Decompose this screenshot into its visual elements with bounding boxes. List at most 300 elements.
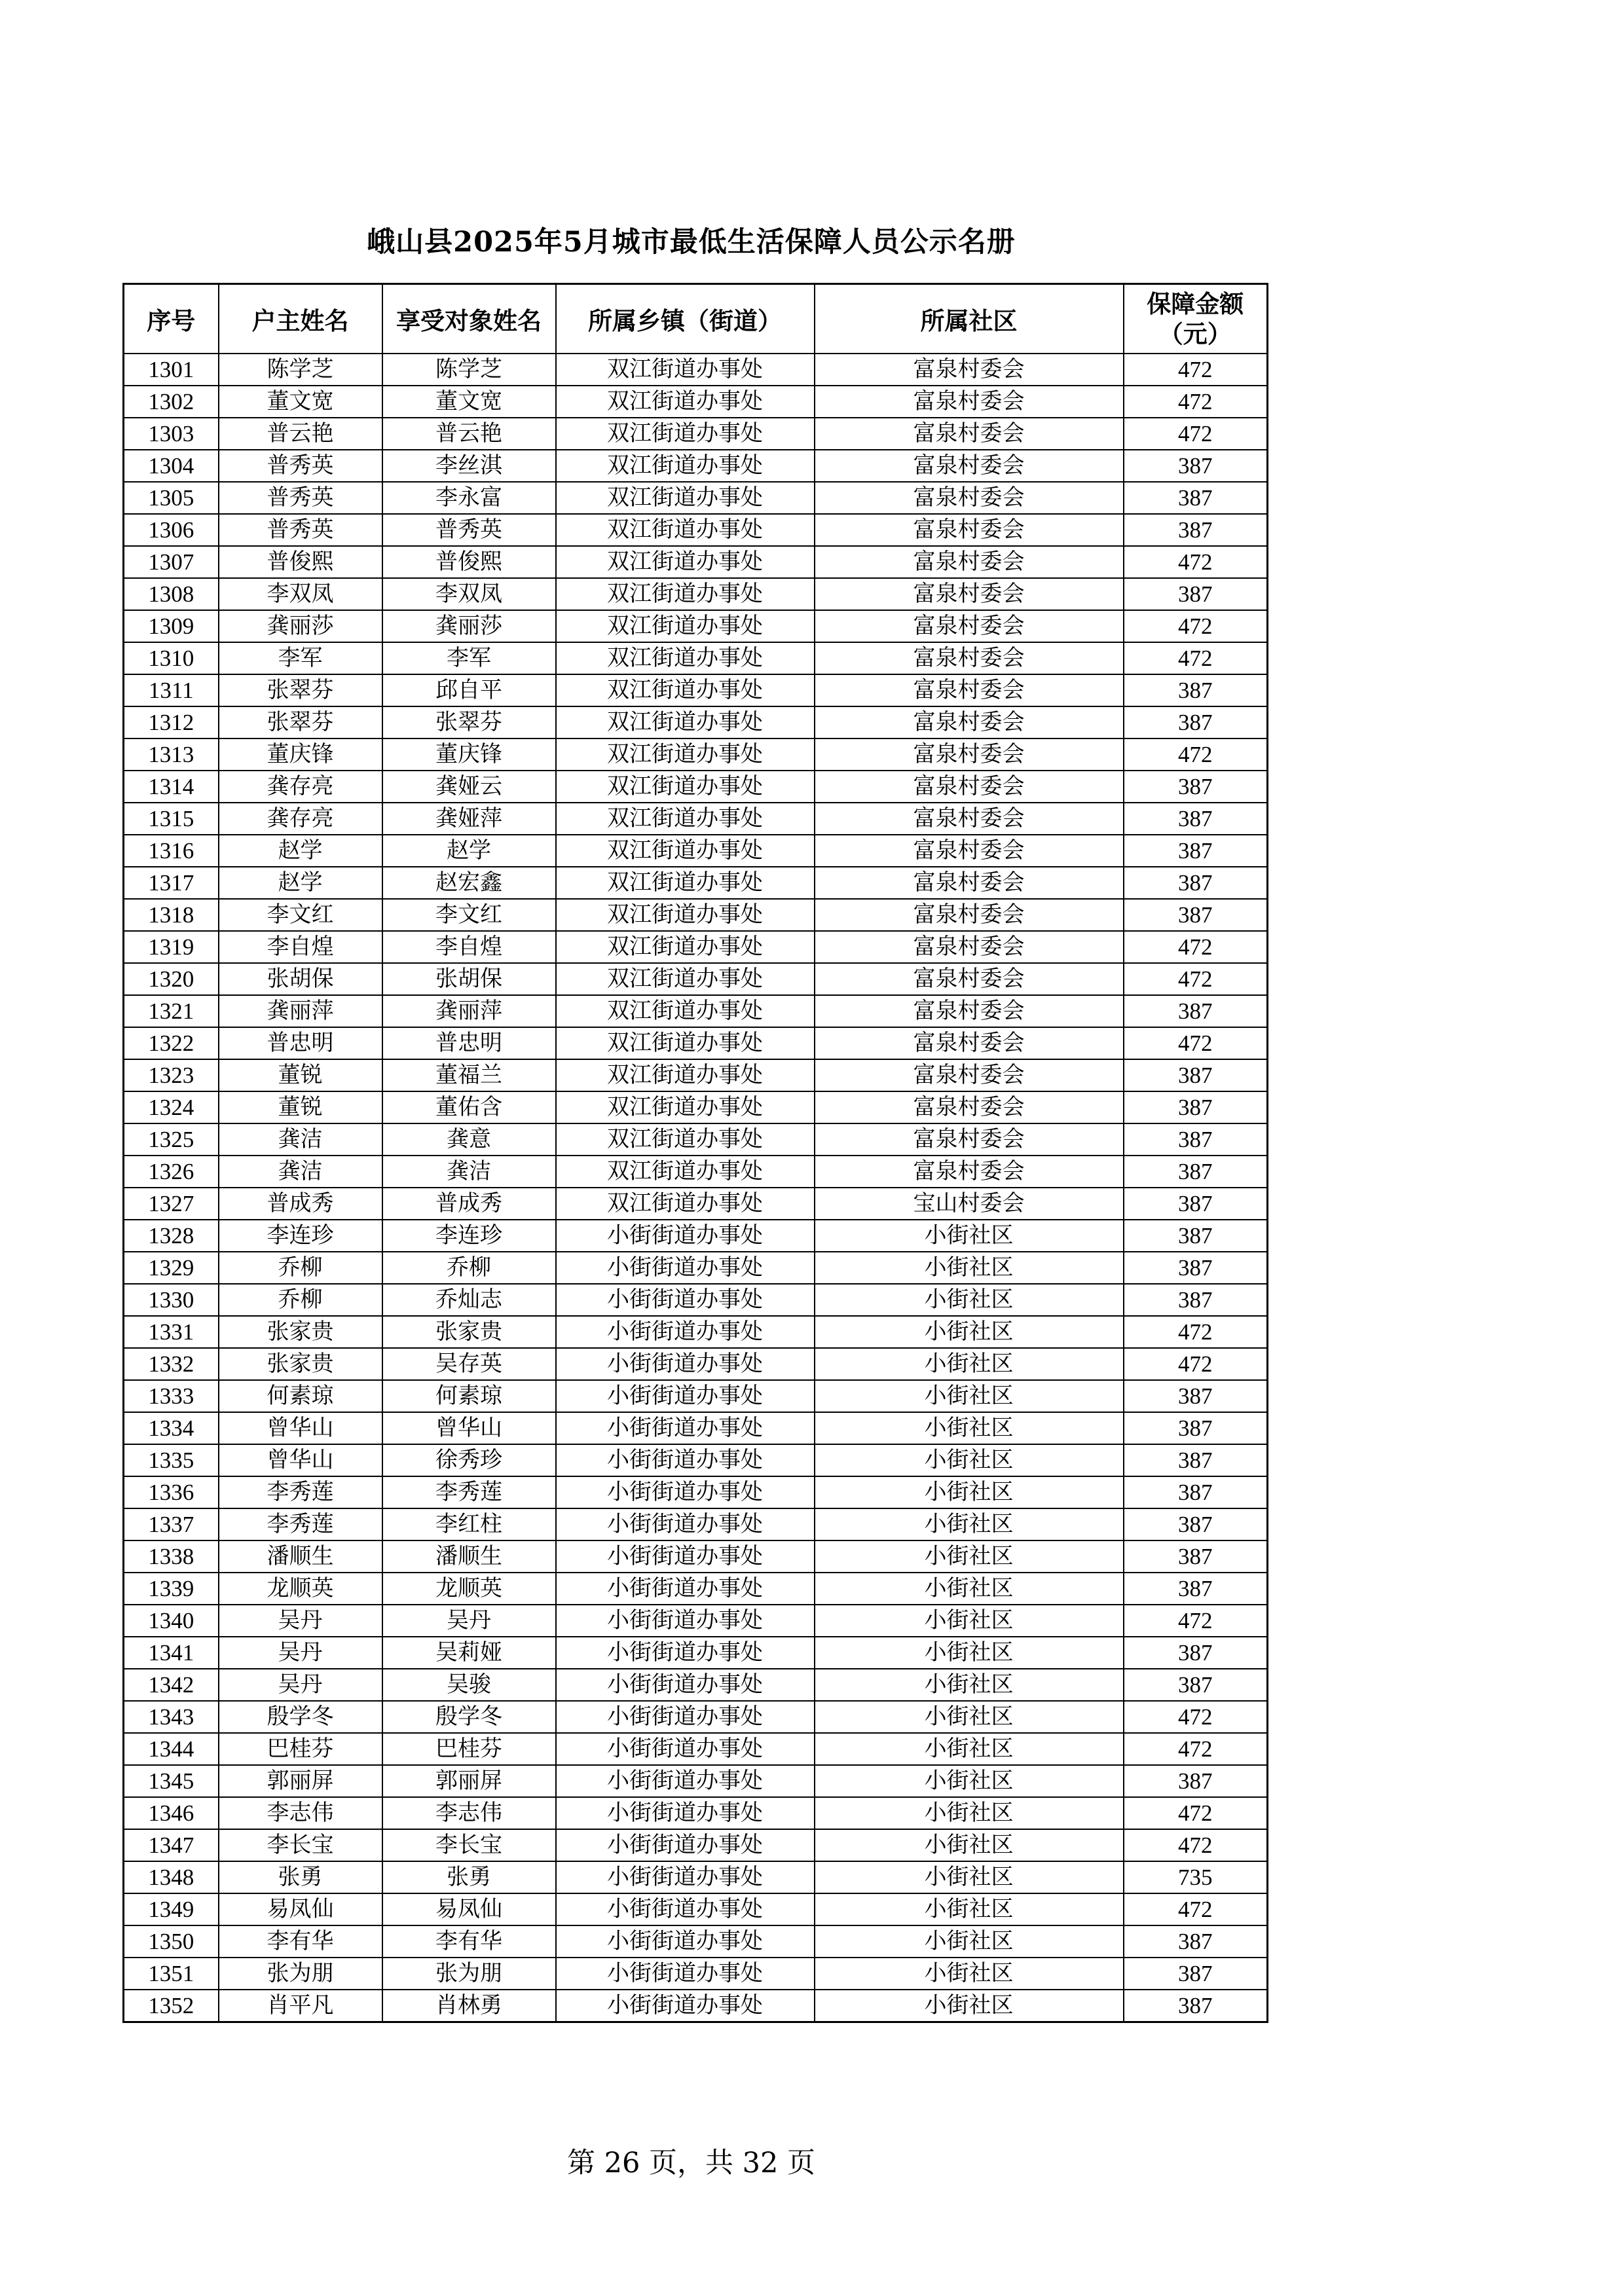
cell-community: 富泉村委会 [815,642,1124,674]
table-row [124,1156,1268,1188]
cell-beneficiary: 李永富 [382,482,556,514]
cell-seq: 1330 [124,1284,219,1316]
cell-seq: 1333 [124,1380,219,1412]
table-row [124,899,1268,931]
cell-amount: 387 [1124,1444,1268,1476]
cell-seq: 1340 [124,1605,219,1637]
cell-seq: 1312 [124,706,219,738]
cell-amount: 387 [1124,1188,1268,1220]
cell-householder: 吴丹 [219,1637,382,1669]
cell-householder: 赵学 [219,867,382,899]
cell-community: 富泉村委会 [815,706,1124,738]
cell-beneficiary: 陈学芝 [382,354,556,386]
cell-community: 富泉村委会 [815,450,1124,482]
cell-town: 小街街道办事处 [556,1861,815,1893]
table-row [124,835,1268,867]
cell-beneficiary: 龚意 [382,1123,556,1156]
table-row [124,642,1268,674]
cell-town: 小街街道办事处 [556,1380,815,1412]
cell-beneficiary: 张胡保 [382,963,556,995]
cell-town: 双江街道办事处 [556,867,815,899]
cell-householder: 易凤仙 [219,1893,382,1925]
cell-community: 富泉村委会 [815,578,1124,610]
table-row [124,1380,1268,1412]
cell-beneficiary: 肖林勇 [382,1990,556,2022]
cell-community: 富泉村委会 [815,963,1124,995]
cell-amount: 472 [1124,354,1268,386]
cell-community: 富泉村委会 [815,674,1124,706]
cell-householder: 乔柳 [219,1284,382,1316]
table-row [124,450,1268,482]
cell-beneficiary: 李双凤 [382,578,556,610]
cell-beneficiary: 乔柳 [382,1252,556,1284]
table-row [124,1508,1268,1540]
cell-town: 小街街道办事处 [556,1252,815,1284]
cell-town: 小街街道办事处 [556,1508,815,1540]
cell-seq: 1334 [124,1412,219,1444]
cell-beneficiary: 张为朋 [382,1958,556,1990]
cell-householder: 龙顺英 [219,1573,382,1605]
cell-seq: 1337 [124,1508,219,1540]
table-row [124,963,1268,995]
cell-beneficiary: 张翠芬 [382,706,556,738]
cell-community: 小街社区 [815,1829,1124,1861]
cell-community: 小街社区 [815,1637,1124,1669]
header-community: 所属社区 [815,284,1124,354]
cell-seq: 1304 [124,450,219,482]
cell-amount: 472 [1124,1027,1268,1059]
cell-householder: 普云艳 [219,418,382,450]
cell-beneficiary: 张家贵 [382,1316,556,1348]
cell-householder: 李连珍 [219,1220,382,1252]
cell-town: 双江街道办事处 [556,931,815,963]
cell-community: 富泉村委会 [815,931,1124,963]
table-row [124,610,1268,642]
cell-community: 富泉村委会 [815,1091,1124,1123]
table-body [124,354,1268,2022]
table-row [124,1893,1268,1925]
cell-community: 小街社区 [815,1605,1124,1637]
table-row [124,1797,1268,1829]
table-row [124,1412,1268,1444]
cell-amount: 472 [1124,1348,1268,1380]
cell-community: 小街社区 [815,1573,1124,1605]
cell-community: 小街社区 [815,1958,1124,1990]
cell-town: 双江街道办事处 [556,1059,815,1091]
cell-community: 富泉村委会 [815,1156,1124,1188]
cell-beneficiary: 吴存英 [382,1348,556,1380]
cell-seq: 1320 [124,963,219,995]
cell-town: 双江街道办事处 [556,835,815,867]
cell-town: 小街街道办事处 [556,1573,815,1605]
cell-community: 小街社区 [815,1540,1124,1573]
cell-seq: 1310 [124,642,219,674]
cell-beneficiary: 巴桂芬 [382,1733,556,1765]
cell-seq: 1351 [124,1958,219,1990]
cell-seq: 1325 [124,1123,219,1156]
cell-amount: 472 [1124,931,1268,963]
cell-seq: 1301 [124,354,219,386]
cell-community: 小街社区 [815,1733,1124,1765]
cell-householder: 殷学冬 [219,1701,382,1733]
cell-householder: 吴丹 [219,1669,382,1701]
cell-seq: 1352 [124,1990,219,2022]
cell-householder: 郭丽屏 [219,1765,382,1797]
cell-seq: 1308 [124,578,219,610]
cell-householder: 董庆锋 [219,738,382,771]
cell-householder: 潘顺生 [219,1540,382,1573]
table-row [124,482,1268,514]
table-row [124,1990,1268,2022]
cell-householder: 李自煌 [219,931,382,963]
cell-beneficiary: 邱自平 [382,674,556,706]
cell-town: 双江街道办事处 [556,706,815,738]
cell-seq: 1322 [124,1027,219,1059]
cell-town: 小街街道办事处 [556,1701,815,1733]
cell-beneficiary: 董文宽 [382,386,556,418]
table-row [124,1220,1268,1252]
cell-amount: 472 [1124,1316,1268,1348]
cell-town: 双江街道办事处 [556,674,815,706]
cell-householder: 普秀英 [219,482,382,514]
cell-amount: 387 [1124,1990,1268,2022]
cell-beneficiary: 龚娅云 [382,771,556,803]
table-row [124,1701,1268,1733]
cell-amount: 387 [1124,1637,1268,1669]
cell-amount: 387 [1124,1156,1268,1188]
cell-beneficiary: 乔灿志 [382,1284,556,1316]
cell-town: 双江街道办事处 [556,1188,815,1220]
cell-amount: 472 [1124,738,1268,771]
cell-householder: 普忠明 [219,1027,382,1059]
cell-amount: 387 [1124,1123,1268,1156]
cell-amount: 387 [1124,578,1268,610]
cell-community: 小街社区 [815,1669,1124,1701]
cell-town: 双江街道办事处 [556,514,815,546]
cell-seq: 1326 [124,1156,219,1188]
cell-beneficiary: 李红柱 [382,1508,556,1540]
cell-community: 富泉村委会 [815,546,1124,578]
cell-seq: 1313 [124,738,219,771]
header-householder: 户主姓名 [219,284,382,354]
cell-community: 小街社区 [815,1316,1124,1348]
cell-community: 富泉村委会 [815,354,1124,386]
table-row [124,1027,1268,1059]
cell-community: 小街社区 [815,1765,1124,1797]
cell-amount: 387 [1124,450,1268,482]
cell-householder: 李有华 [219,1925,382,1958]
cell-town: 双江街道办事处 [556,899,815,931]
table-row [124,803,1268,835]
cell-beneficiary: 吴丹 [382,1605,556,1637]
cell-amount: 472 [1124,1829,1268,1861]
cell-town: 小街街道办事处 [556,1637,815,1669]
cell-householder: 张翠芬 [219,706,382,738]
cell-beneficiary: 徐秀珍 [382,1444,556,1476]
cell-beneficiary: 龚丽莎 [382,610,556,642]
cell-householder: 李秀莲 [219,1508,382,1540]
cell-beneficiary: 潘顺生 [382,1540,556,1573]
cell-householder: 陈学芝 [219,354,382,386]
cell-amount: 387 [1124,1091,1268,1123]
table-row [124,1733,1268,1765]
cell-town: 双江街道办事处 [556,418,815,450]
cell-amount: 472 [1124,386,1268,418]
table-row [124,1188,1268,1220]
cell-town: 双江街道办事处 [556,771,815,803]
cell-community: 富泉村委会 [815,1059,1124,1091]
cell-community: 富泉村委会 [815,867,1124,899]
cell-seq: 1305 [124,482,219,514]
cell-householder: 张胡保 [219,963,382,995]
cell-town: 双江街道办事处 [556,963,815,995]
table-row [124,1605,1268,1637]
cell-householder: 普秀英 [219,450,382,482]
cell-beneficiary: 李有华 [382,1925,556,1958]
cell-seq: 1307 [124,546,219,578]
cell-community: 富泉村委会 [815,835,1124,867]
cell-householder: 普秀英 [219,514,382,546]
cell-town: 小街街道办事处 [556,1284,815,1316]
cell-town: 双江街道办事处 [556,610,815,642]
table-row [124,931,1268,963]
table-row [124,1444,1268,1476]
cell-community: 宝山村委会 [815,1188,1124,1220]
recipients-table [122,283,1268,2023]
cell-seq: 1321 [124,995,219,1027]
cell-householder: 何素琼 [219,1380,382,1412]
cell-community: 富泉村委会 [815,995,1124,1027]
cell-seq: 1329 [124,1252,219,1284]
cell-amount: 387 [1124,1284,1268,1316]
table-row [124,354,1268,386]
cell-town: 小街街道办事处 [556,1348,815,1380]
cell-town: 小街街道办事处 [556,1765,815,1797]
cell-amount: 472 [1124,1701,1268,1733]
cell-seq: 1336 [124,1476,219,1508]
cell-householder: 曾华山 [219,1444,382,1476]
cell-beneficiary: 张勇 [382,1861,556,1893]
cell-town: 双江街道办事处 [556,450,815,482]
cell-amount: 387 [1124,867,1268,899]
page-title: 峨山县2025年5月城市最低生活保障人员公示名册 [367,226,1016,259]
cell-seq: 1319 [124,931,219,963]
header-amount-line1: 保障金额 [1147,289,1244,318]
cell-seq: 1327 [124,1188,219,1220]
cell-seq: 1306 [124,514,219,546]
cell-community: 小街社区 [815,1861,1124,1893]
cell-amount: 387 [1124,1059,1268,1091]
cell-town: 双江街道办事处 [556,642,815,674]
cell-householder: 李双凤 [219,578,382,610]
cell-town: 小街街道办事处 [556,1829,815,1861]
cell-amount: 472 [1124,1893,1268,1925]
cell-community: 小街社区 [815,1925,1124,1958]
table-row [124,1829,1268,1861]
cell-seq: 1311 [124,674,219,706]
cell-amount: 472 [1124,1605,1268,1637]
cell-community: 小街社区 [815,1380,1124,1412]
table-row [124,1765,1268,1797]
cell-town: 双江街道办事处 [556,803,815,835]
cell-town: 小街街道办事处 [556,1925,815,1958]
cell-beneficiary: 普成秀 [382,1188,556,1220]
cell-town: 小街街道办事处 [556,1540,815,1573]
cell-beneficiary: 李志伟 [382,1797,556,1829]
cell-seq: 1314 [124,771,219,803]
cell-community: 小街社区 [815,1701,1124,1733]
table-row [124,418,1268,450]
header-amount-line2: （元） [1158,319,1232,348]
cell-amount: 472 [1124,610,1268,642]
cell-amount: 472 [1124,546,1268,578]
table-row [124,1348,1268,1380]
cell-seq: 1335 [124,1444,219,1476]
cell-householder: 龚洁 [219,1123,382,1156]
header-amount [1124,284,1268,354]
cell-seq: 1302 [124,386,219,418]
cell-amount: 387 [1124,1380,1268,1412]
cell-community: 富泉村委会 [815,1123,1124,1156]
cell-amount: 387 [1124,1573,1268,1605]
cell-community: 富泉村委会 [815,771,1124,803]
cell-seq: 1309 [124,610,219,642]
cell-amount: 387 [1124,771,1268,803]
cell-community: 富泉村委会 [815,1027,1124,1059]
page-footer: 第 26 页，共 32 页 [566,2147,816,2179]
cell-town: 小街街道办事处 [556,1220,815,1252]
cell-community: 小街社区 [815,1412,1124,1444]
cell-amount: 387 [1124,803,1268,835]
cell-community: 富泉村委会 [815,386,1124,418]
cell-amount: 387 [1124,514,1268,546]
cell-seq: 1349 [124,1893,219,1925]
cell-householder: 龚丽莎 [219,610,382,642]
cell-town: 双江街道办事处 [556,1123,815,1156]
cell-amount: 472 [1124,642,1268,674]
cell-beneficiary: 郭丽屏 [382,1765,556,1797]
cell-householder: 曾华山 [219,1412,382,1444]
cell-seq: 1342 [124,1669,219,1701]
cell-community: 小街社区 [815,1284,1124,1316]
cell-seq: 1350 [124,1925,219,1958]
cell-town: 双江街道办事处 [556,995,815,1027]
cell-community: 小街社区 [815,1508,1124,1540]
cell-seq: 1338 [124,1540,219,1573]
cell-town: 小街街道办事处 [556,1412,815,1444]
cell-householder: 张翠芬 [219,674,382,706]
cell-amount: 387 [1124,1540,1268,1573]
table-row [124,738,1268,771]
cell-beneficiary: 李自煌 [382,931,556,963]
table-header-row [124,284,1268,354]
cell-town: 小街街道办事处 [556,1605,815,1637]
cell-beneficiary: 李连珍 [382,1220,556,1252]
cell-seq: 1323 [124,1059,219,1091]
cell-amount: 387 [1124,1958,1268,1990]
cell-amount: 387 [1124,995,1268,1027]
cell-beneficiary: 普云艳 [382,418,556,450]
header-seq: 序号 [124,284,219,354]
table-row [124,1091,1268,1123]
cell-beneficiary: 何素琼 [382,1380,556,1412]
table-row [124,386,1268,418]
cell-seq: 1324 [124,1091,219,1123]
cell-community: 富泉村委会 [815,738,1124,771]
cell-town: 小街街道办事处 [556,1476,815,1508]
table-row [124,1059,1268,1091]
cell-householder: 乔柳 [219,1252,382,1284]
cell-householder: 张家贵 [219,1316,382,1348]
table-row [124,706,1268,738]
cell-amount: 387 [1124,706,1268,738]
cell-amount: 387 [1124,674,1268,706]
cell-beneficiary: 殷学冬 [382,1701,556,1733]
cell-seq: 1343 [124,1701,219,1733]
cell-amount: 472 [1124,418,1268,450]
cell-town: 小街街道办事处 [556,1733,815,1765]
cell-beneficiary: 易凤仙 [382,1893,556,1925]
cell-town: 双江街道办事处 [556,546,815,578]
table-row [124,1958,1268,1990]
cell-householder: 张为朋 [219,1958,382,1990]
table-row [124,1861,1268,1893]
cell-community: 富泉村委会 [815,803,1124,835]
cell-town: 小街街道办事处 [556,1669,815,1701]
cell-householder: 李长宝 [219,1829,382,1861]
cell-community: 小街社区 [815,1252,1124,1284]
cell-beneficiary: 李军 [382,642,556,674]
cell-beneficiary: 曾华山 [382,1412,556,1444]
cell-community: 小街社区 [815,1348,1124,1380]
cell-town: 小街街道办事处 [556,1990,815,2022]
cell-seq: 1303 [124,418,219,450]
cell-amount: 472 [1124,1733,1268,1765]
cell-town: 双江街道办事处 [556,354,815,386]
cell-town: 双江街道办事处 [556,1156,815,1188]
cell-seq: 1347 [124,1829,219,1861]
cell-householder: 董锐 [219,1059,382,1091]
cell-community: 小街社区 [815,1797,1124,1829]
cell-beneficiary: 赵宏鑫 [382,867,556,899]
cell-seq: 1328 [124,1220,219,1252]
cell-seq: 1339 [124,1573,219,1605]
cell-community: 小街社区 [815,1444,1124,1476]
table-row [124,1123,1268,1156]
cell-community: 小街社区 [815,1476,1124,1508]
cell-seq: 1345 [124,1765,219,1797]
cell-beneficiary: 吴莉娅 [382,1637,556,1669]
cell-beneficiary: 普忠明 [382,1027,556,1059]
cell-beneficiary: 董福兰 [382,1059,556,1091]
cell-amount: 387 [1124,1252,1268,1284]
table-row [124,1925,1268,1958]
table-row [124,1316,1268,1348]
cell-seq: 1332 [124,1348,219,1380]
table-row [124,546,1268,578]
table-row [124,1637,1268,1669]
cell-seq: 1348 [124,1861,219,1893]
cell-beneficiary: 李文红 [382,899,556,931]
cell-seq: 1318 [124,899,219,931]
cell-town: 小街街道办事处 [556,1316,815,1348]
cell-community: 富泉村委会 [815,610,1124,642]
cell-community: 小街社区 [815,1990,1124,2022]
cell-amount: 387 [1124,1508,1268,1540]
cell-town: 双江街道办事处 [556,386,815,418]
cell-town: 双江街道办事处 [556,1091,815,1123]
cell-beneficiary: 普秀英 [382,514,556,546]
